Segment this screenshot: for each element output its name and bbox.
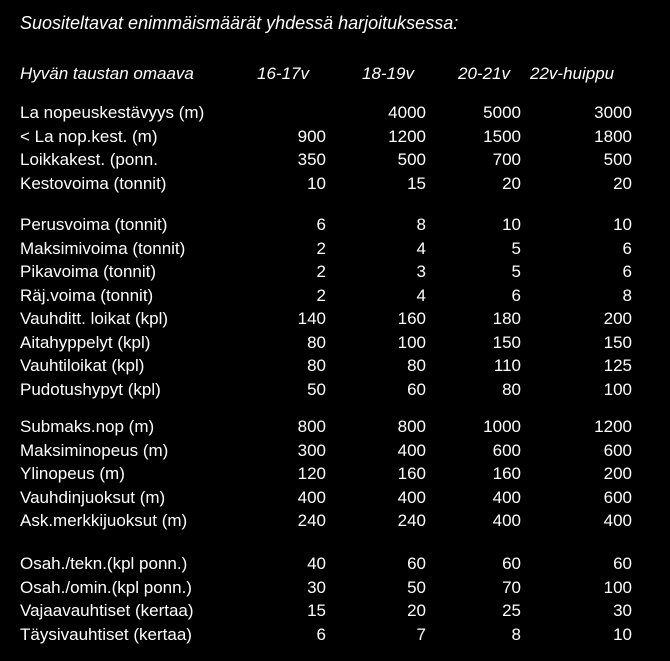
row-value: 7 [416, 624, 426, 644]
row-value: 120 [297, 464, 326, 483]
row-value: 6 [316, 215, 326, 234]
row-value: 400 [492, 487, 521, 507]
row-value: 8 [416, 215, 426, 234]
row-label: Vajaavauhtiset (kertaa) [20, 601, 194, 620]
row-label: Loikkakest. (ponn. [20, 150, 158, 169]
row-value: 20 [613, 173, 632, 193]
column-header-16-17: 16-17v [257, 64, 309, 83]
row-label: Vauhditt. loikat (kpl) [20, 309, 169, 328]
table-row [0, 462, 670, 486]
table-group-strength-jumps [0, 213, 670, 401]
row-value: 40 [307, 554, 326, 573]
row-label: Täysivauhtiset (kertaa) [20, 624, 192, 644]
row-value: 5 [511, 238, 521, 258]
table-group-speed [0, 415, 670, 533]
row-value: 400 [397, 487, 426, 507]
row-value: 15 [407, 173, 426, 193]
row-value: 15 [307, 601, 326, 620]
row-value: 800 [297, 417, 326, 436]
page-title: Suositeltavat enimmäismäärät yhdessä harjoituksessa: [20, 13, 459, 33]
table-row [0, 623, 670, 647]
row-value: 400 [397, 440, 426, 460]
column-header-18-19: 18-19v [362, 64, 414, 83]
row-value: 2 [316, 285, 326, 305]
row-value: 25 [502, 601, 521, 620]
row-label: Kestovoima (tonnit) [20, 173, 167, 193]
row-value: 2 [316, 262, 326, 281]
row-value: 6 [316, 624, 326, 644]
row-value: 3 [416, 262, 426, 281]
table-row [0, 576, 670, 600]
row-value: 80 [307, 356, 326, 375]
row-value: 700 [492, 150, 521, 169]
table-row [0, 260, 670, 284]
row-value: 140 [297, 309, 326, 328]
row-value: 10 [502, 215, 521, 234]
table-row [0, 148, 670, 172]
row-label: < La nop.kest. (m) [20, 126, 158, 146]
row-value: 10 [613, 215, 632, 234]
header-label: Hyvän taustan omaava [20, 64, 194, 83]
row-value: 900 [297, 126, 326, 146]
row-value: 6 [511, 285, 521, 305]
row-value: 1200 [388, 126, 426, 146]
row-value: 100 [603, 379, 632, 399]
table-row [0, 213, 670, 237]
table-row [0, 172, 670, 196]
table-group-approach-runs [0, 552, 670, 646]
row-label: Ylinopeus (m) [20, 464, 125, 483]
row-value: 300 [297, 440, 326, 460]
row-value: 8 [511, 624, 521, 644]
row-value: 160 [492, 464, 521, 483]
row-value: 1500 [483, 126, 521, 146]
row-label: La nopeuskestävyys (m) [20, 103, 205, 122]
row-value: 240 [397, 511, 426, 530]
row-value: 60 [502, 554, 521, 573]
row-value: 70 [502, 577, 521, 597]
row-value: 5 [511, 262, 521, 281]
row-label: Vauhdinjuoksut (m) [20, 487, 166, 507]
row-value: 60 [407, 379, 426, 399]
table-row [0, 331, 670, 355]
row-value: 80 [502, 379, 521, 399]
row-value: 60 [613, 554, 632, 573]
row-value: 5000 [483, 103, 521, 122]
row-value: 400 [492, 511, 521, 530]
table-row [0, 125, 670, 149]
row-value: 500 [603, 150, 632, 169]
row-value: 600 [603, 440, 632, 460]
row-label: Osah./tekn.(kpl ponn.) [20, 554, 188, 573]
row-value: 10 [307, 173, 326, 193]
row-value: 125 [603, 356, 632, 375]
row-value: 1200 [594, 417, 632, 436]
table-row [0, 509, 670, 533]
table-row [0, 284, 670, 308]
row-value: 6 [622, 262, 632, 281]
row-label: Pikavoima (tonnit) [20, 262, 157, 281]
row-value: 2 [316, 238, 326, 258]
row-label: Maksimivoima (tonnit) [20, 238, 186, 258]
table-row [0, 307, 670, 331]
row-label: Aitahyppelyt (kpl) [20, 332, 151, 352]
table-row [0, 552, 670, 576]
row-value: 8 [622, 285, 632, 305]
row-value: 6 [622, 238, 632, 258]
row-value: 150 [492, 332, 521, 352]
column-header-20-21: 20-21v [458, 64, 510, 83]
row-value: 240 [297, 511, 326, 530]
row-label: Osah./omin.(kpl ponn.) [20, 577, 192, 597]
row-label: Ask.merkkijuoksut (m) [20, 511, 188, 530]
row-value: 80 [307, 332, 326, 352]
table-group-speed-endurance [0, 101, 670, 195]
row-value: 500 [397, 150, 426, 169]
row-value: 100 [397, 332, 426, 352]
row-label: Maksiminopeus (m) [20, 440, 169, 460]
row-value: 200 [603, 309, 632, 328]
row-value: 800 [397, 417, 426, 436]
table-row [0, 599, 670, 623]
row-value: 80 [407, 356, 426, 375]
row-label: Pudotushypyt (kpl) [20, 379, 161, 399]
table-row [0, 354, 670, 378]
row-value: 350 [297, 150, 326, 169]
row-value: 60 [407, 554, 426, 573]
row-value: 10 [613, 624, 632, 644]
table-row [0, 101, 670, 125]
row-value: 20 [502, 173, 521, 193]
row-value: 180 [492, 309, 521, 328]
row-value: 1000 [483, 417, 521, 436]
column-header-22-huippu: 22v-huippu [530, 64, 615, 83]
row-value: 50 [307, 379, 326, 399]
table-row [0, 439, 670, 463]
row-label: Vauhtiloikat (kpl) [20, 356, 145, 375]
row-value: 30 [307, 577, 326, 597]
row-value: 110 [493, 356, 521, 375]
row-label: Perusvoima (tonnit) [20, 215, 168, 234]
row-value: 160 [397, 309, 426, 328]
row-label: Submaks.nop (m) [20, 417, 155, 436]
row-value: 600 [492, 440, 521, 460]
row-value: 150 [603, 332, 632, 352]
row-value: 400 [297, 487, 326, 507]
row-value: 100 [603, 577, 632, 597]
row-value: 200 [603, 464, 632, 483]
row-value: 20 [407, 601, 426, 620]
row-value: 4000 [388, 103, 426, 122]
table-row [0, 486, 670, 510]
row-value: 1800 [594, 126, 632, 146]
table-row [0, 237, 670, 261]
row-value: 600 [603, 487, 632, 507]
column-header-row [0, 64, 670, 86]
table-row [0, 415, 670, 439]
row-label: Räj.voima (tonnit) [20, 285, 154, 305]
row-value: 4 [416, 285, 426, 305]
row-value: 3000 [594, 103, 632, 122]
row-value: 30 [613, 601, 632, 620]
table-row [0, 378, 670, 402]
row-value: 400 [603, 511, 632, 530]
row-value: 4 [416, 238, 426, 258]
row-value: 50 [407, 577, 426, 597]
row-value: 160 [397, 464, 426, 483]
